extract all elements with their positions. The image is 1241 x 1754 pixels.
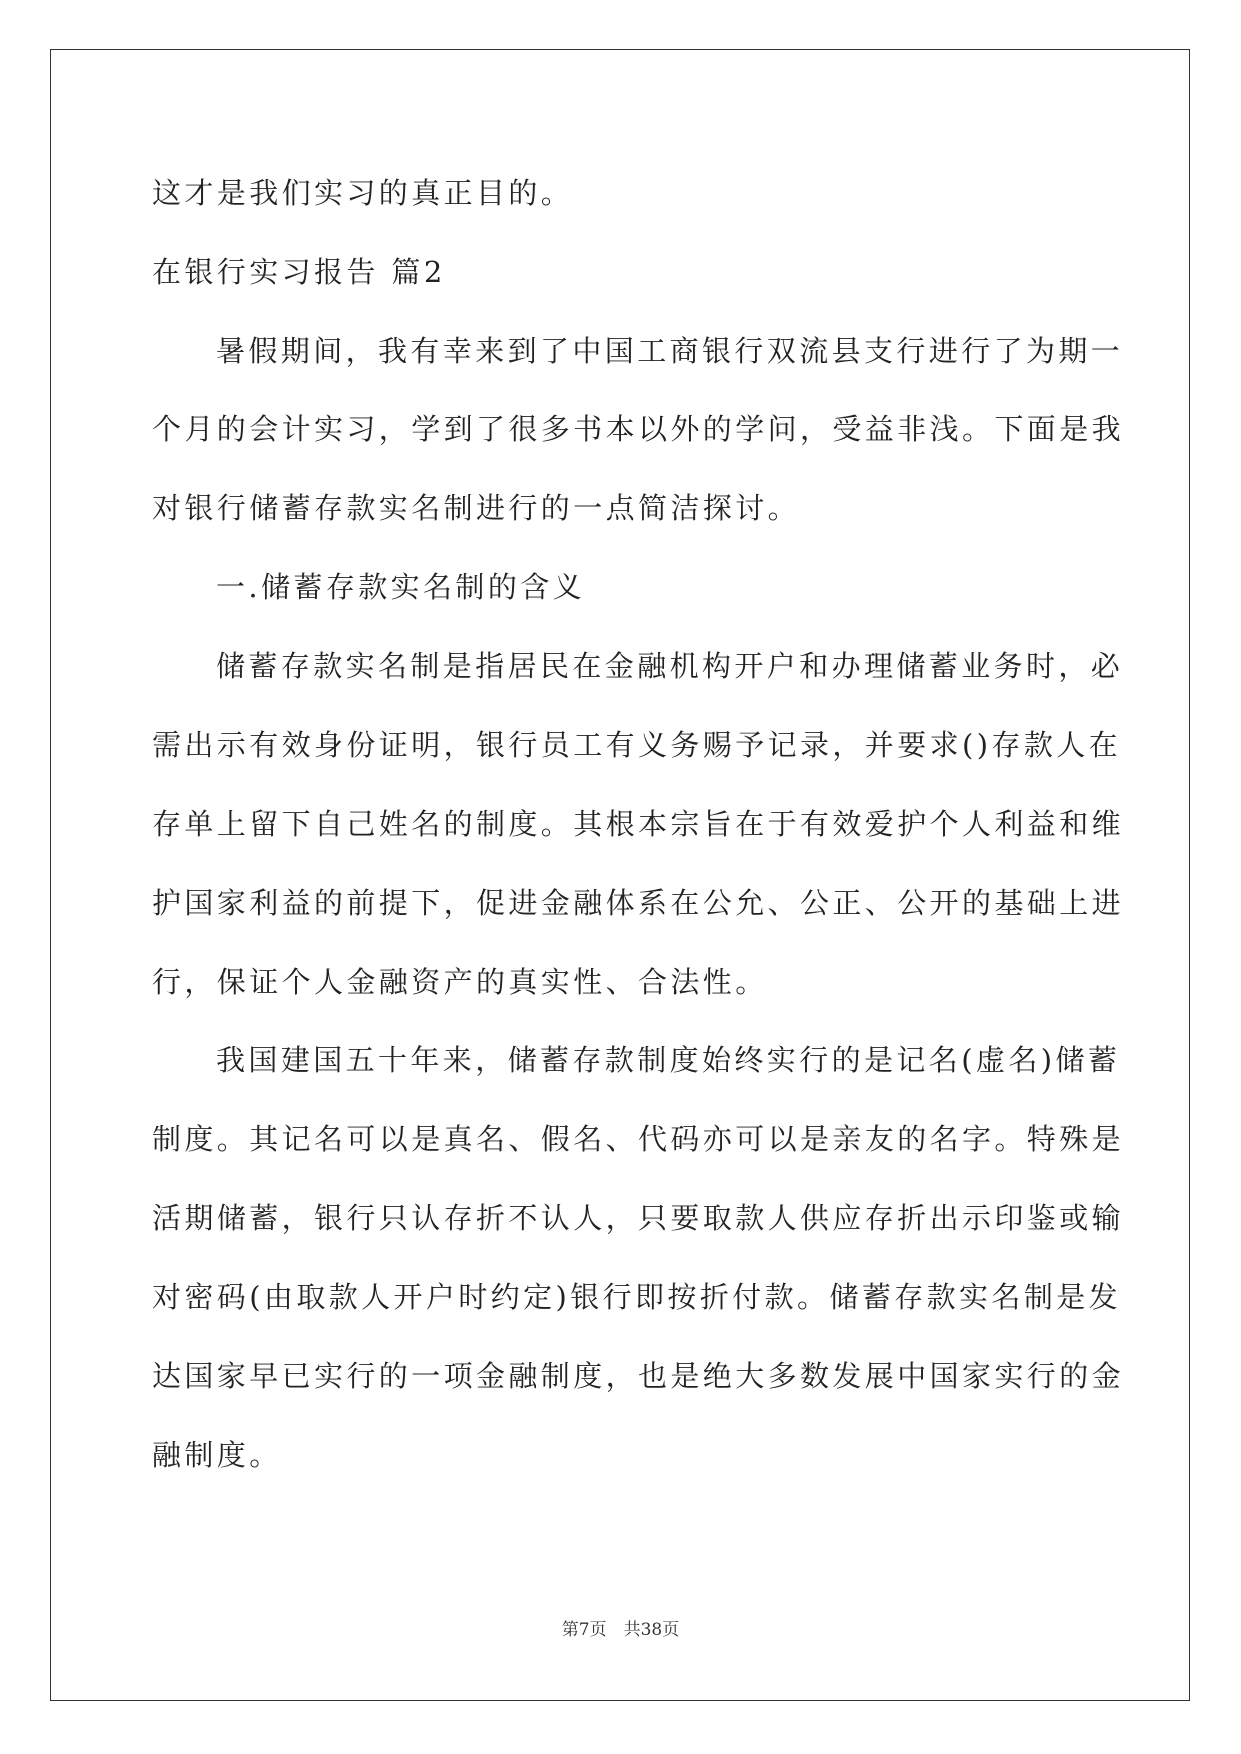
paragraph-line: 对密码(由取款人开户时约定)银行即按折付款。储蓄存款实名制是发	[152, 1280, 1122, 1314]
paragraph-line: 行，保证个人金融资产的真实性、合法性。	[152, 965, 768, 999]
paragraph-line: 制度。其记名可以是真名、假名、代码亦可以是亲友的名字。特殊是	[152, 1122, 1125, 1156]
paragraph-line: 存单上留下自己姓名的制度。其根本宗旨在于有效爱护个人利益和维	[152, 807, 1125, 841]
paragraph-line: 个月的会计实习，学到了很多书本以外的学问，受益非浅。下面是我	[152, 412, 1125, 446]
paragraph-line: 对银行储蓄存款实名制进行的一点简洁探讨。	[152, 491, 801, 525]
paragraph-line: 融制度。	[152, 1438, 282, 1472]
paragraph-line: 暑假期间，我有幸来到了中国工商银行双流县支行进行了为期一	[216, 334, 1124, 368]
section-heading: 在银行实习报告 篇2	[152, 255, 446, 289]
paragraph-line: 储蓄存款实名制是指居民在金融机构开户和办理储蓄业务时，必	[216, 649, 1124, 683]
page-number: 第7页 共38页	[561, 1620, 680, 1640]
paragraph-line: 护国家利益的前提下，促进金融体系在公允、公正、公开的基础上进	[152, 886, 1125, 920]
paragraph-line: 达国家早已实行的一项金融制度，也是绝大多数发展中国家实行的金	[152, 1359, 1125, 1393]
paragraph-line: 活期储蓄，银行只认存折不认人，只要取款人供应存折出示印鉴或输	[152, 1201, 1125, 1235]
paragraph-line: 需出示有效身份证明，银行员工有义务赐予记录，并要求()存款人在	[152, 728, 1122, 762]
page-footer	[0, 1618, 1241, 1642]
paragraph-line: 这才是我们实习的真正目的。	[152, 176, 574, 210]
paragraph-line: 我国建国五十年来，储蓄存款制度始终实行的是记名(虚名)储蓄	[216, 1043, 1121, 1077]
subsection-heading: 一.储蓄存款实名制的含义	[216, 570, 586, 604]
